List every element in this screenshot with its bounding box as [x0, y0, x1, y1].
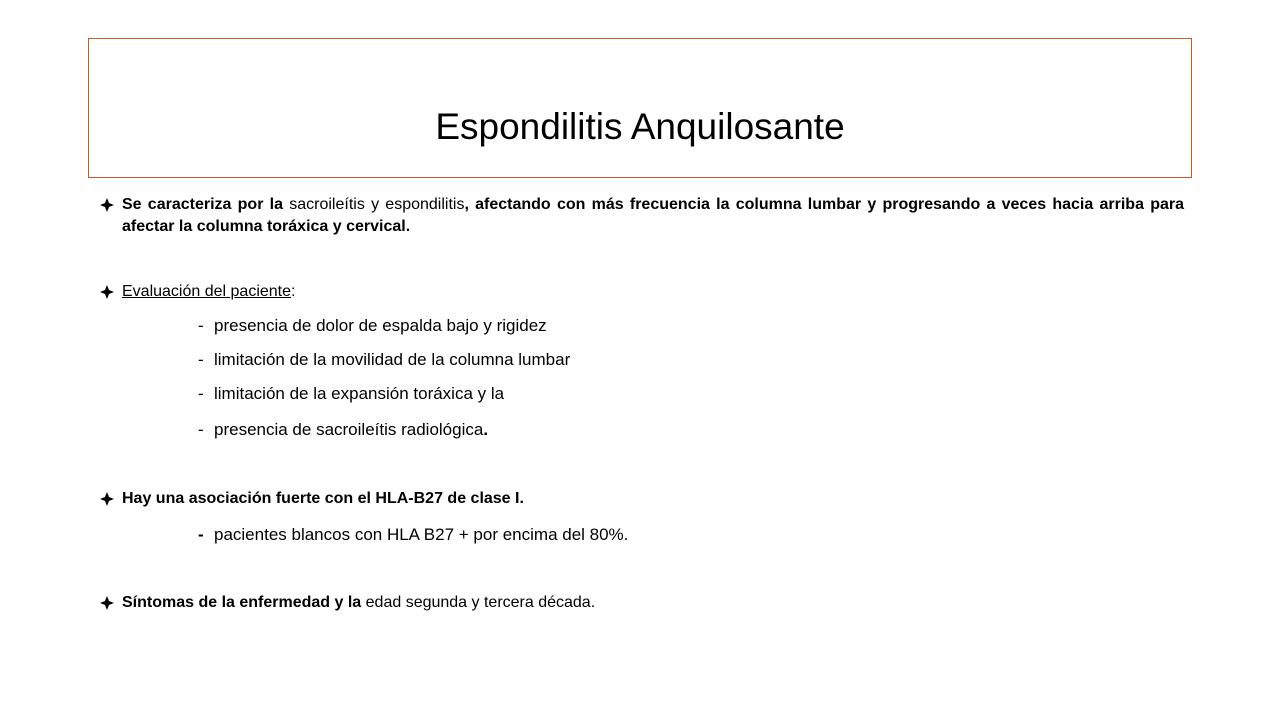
bullet-text: Hay una asociación fuerte con el HLA-B27 de clase I.	[122, 490, 524, 507]
sub-item: - limitación de la movilidad de la columna lumbar	[198, 350, 571, 369]
bullet-text: Se caracteriza por la sacroileítis y espondilitis, afectando con más frecuencia la columna lumbar y progresando a veces hacia arriba para afectar la columna toráxica y cervical.	[122, 196, 1184, 235]
sub-item: - presencia de sacroileítis radiológica.	[198, 420, 489, 439]
bullet-text: Evaluación del paciente:	[122, 283, 296, 300]
diamond-bullet-icon	[100, 592, 120, 614]
sub-item: - limitación de la expansión toráxica y la	[198, 384, 505, 403]
diamond-bullet-icon	[100, 281, 120, 303]
diamond-bullet-icon	[100, 488, 120, 510]
title-box	[88, 38, 1192, 178]
sub-item: - pacientes blancos con HLA B27 + por encima del 80%.	[198, 525, 629, 544]
slide-title: Espondilitis Anquilosante	[435, 106, 845, 147]
diamond-bullet-icon	[100, 194, 120, 216]
bullet-text: Síntomas de la enfermedad y la edad segunda y tercera década.	[122, 594, 596, 611]
sub-item: - presencia de dolor de espalda bajo y rigidez	[198, 316, 547, 335]
